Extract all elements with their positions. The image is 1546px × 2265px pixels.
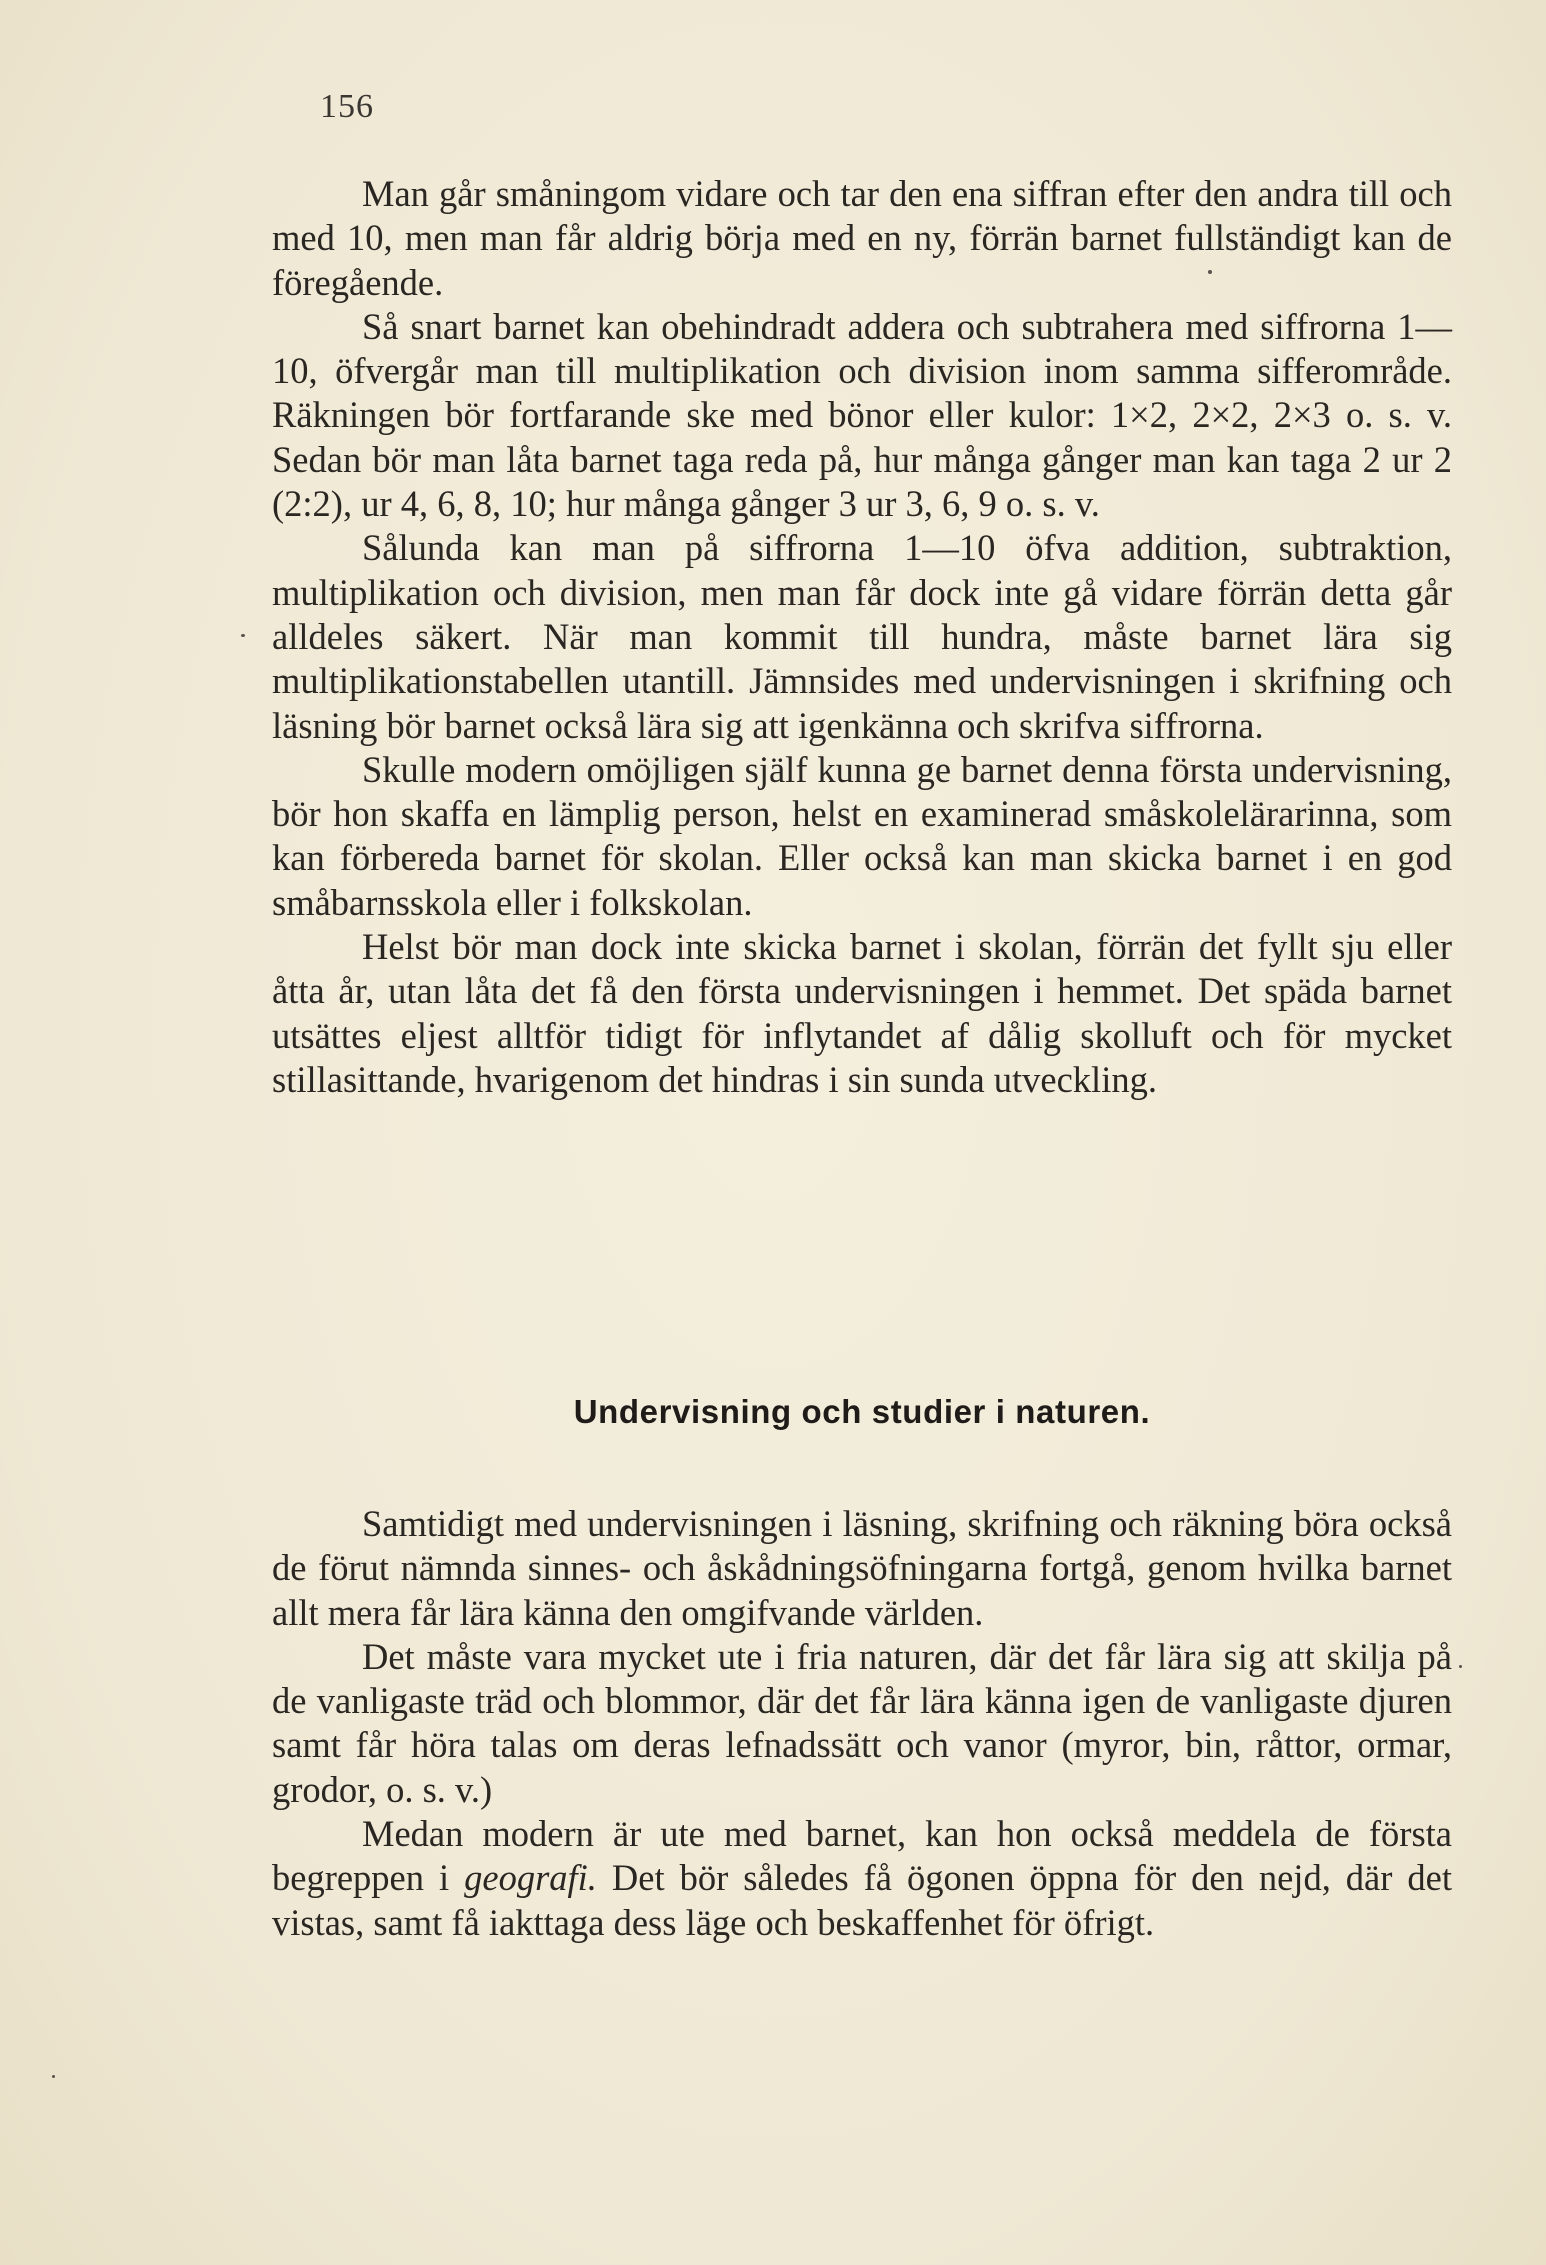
body-text-lower [272,1502,1452,1945]
paragraph: Skulle modern omöjligen själf kunna ge barnet denna första undervisning, bör hon skaffa en lämplig person, helst en examinerad småskolelärarinna, som kan förbereda barnet för skolan. Eller också kan man skicka barnet i en god småbarnsskola eller i folkskolan. [272,748,1452,923]
paper-speck [52,2075,55,2078]
paragraph-text: Medan modern är ute med barnet, kan hon också meddela de första begreppen i [272,1813,1452,1899]
paragraph-with-emphasis [272,1812,1452,1945]
paragraph: Helst bör man dock inte skicka barnet i skolan, förrän det fyllt sju eller åtta år, utan låta det få den första undervisningen i hemmet. Det späda barnet utsättes eljest alltför tidigt för inflytandet af dålig skolluft och för mycket stillasittande, hvarigenom det hindras i sin sunda utveckling. [272,926,1452,1100]
paper-speck [241,634,245,637]
paragraph: Samtidigt med undervisningen i läsning, skrifning och räkning böra också de förut nämnda sinnes- och åskådningsöfningarna fortgå, genom hvilka barnet allt mera får lära känna den omgifvande världen. [272,1503,1452,1633]
emphasized-word: geografi. [464,1857,597,1899]
body-text-upper [272,172,1452,1102]
paper-speck [1208,270,1212,274]
paragraph: Så snart barnet kan obehindradt addera och subtrahera med siffrorna 1—10, öfvergår man till multiplikation och division inom samma sifferområde. Räkningen bör fortfarande ske med bönor eller kulor: 1×2, 2×2, 2×3 o. s. v. Sedan bör man låta barnet taga reda på, hur många gånger man kan taga 2 ur 2 (2:2), ur 4, 6, 8, 10; hur många gånger 3 ur 3, 6, 9 o. s. v. [272,305,1452,525]
paragraph: Det måste vara mycket ute i fria naturen, där det får lära sig att skilja på de vanligaste träd och blommor, där det får lära känna igen de vanligaste djuren samt får höra talas om deras lefnadssätt och vanor (myror, bin, råttor, ormar, grodor, o. s. v.) [272,1635,1452,1810]
page-number: 156 [320,88,374,125]
section-heading: Undervisning och studier i naturen. [573,1393,1151,1430]
paper-speck [1459,1665,1462,1668]
paragraph: Man går småningom vidare och tar den ena siffran efter den andra till och med 10, men man får aldrig börja med en ny, förrän barnet fullständigt kan de föregående. [272,173,1452,303]
paragraph-text: Det bör således få ögonen öppna för den nejd, där det vistas, samt få iakttaga dess läge och beskaffenhet för öfrigt. [272,1857,1452,1943]
paragraph: Sålunda kan man på siffrorna 1—10 öfva addition, subtraktion, multiplikation och division, men man får dock inte gå vidare förrän detta går alldeles säkert. När man kommit till hundra, måste barnet lära sig multiplikationstabellen utantill. Jämnsides med undervisningen i skrifning och läsning bör barnet också lära sig att igenkänna och skrifva siffrorna. [272,527,1452,746]
